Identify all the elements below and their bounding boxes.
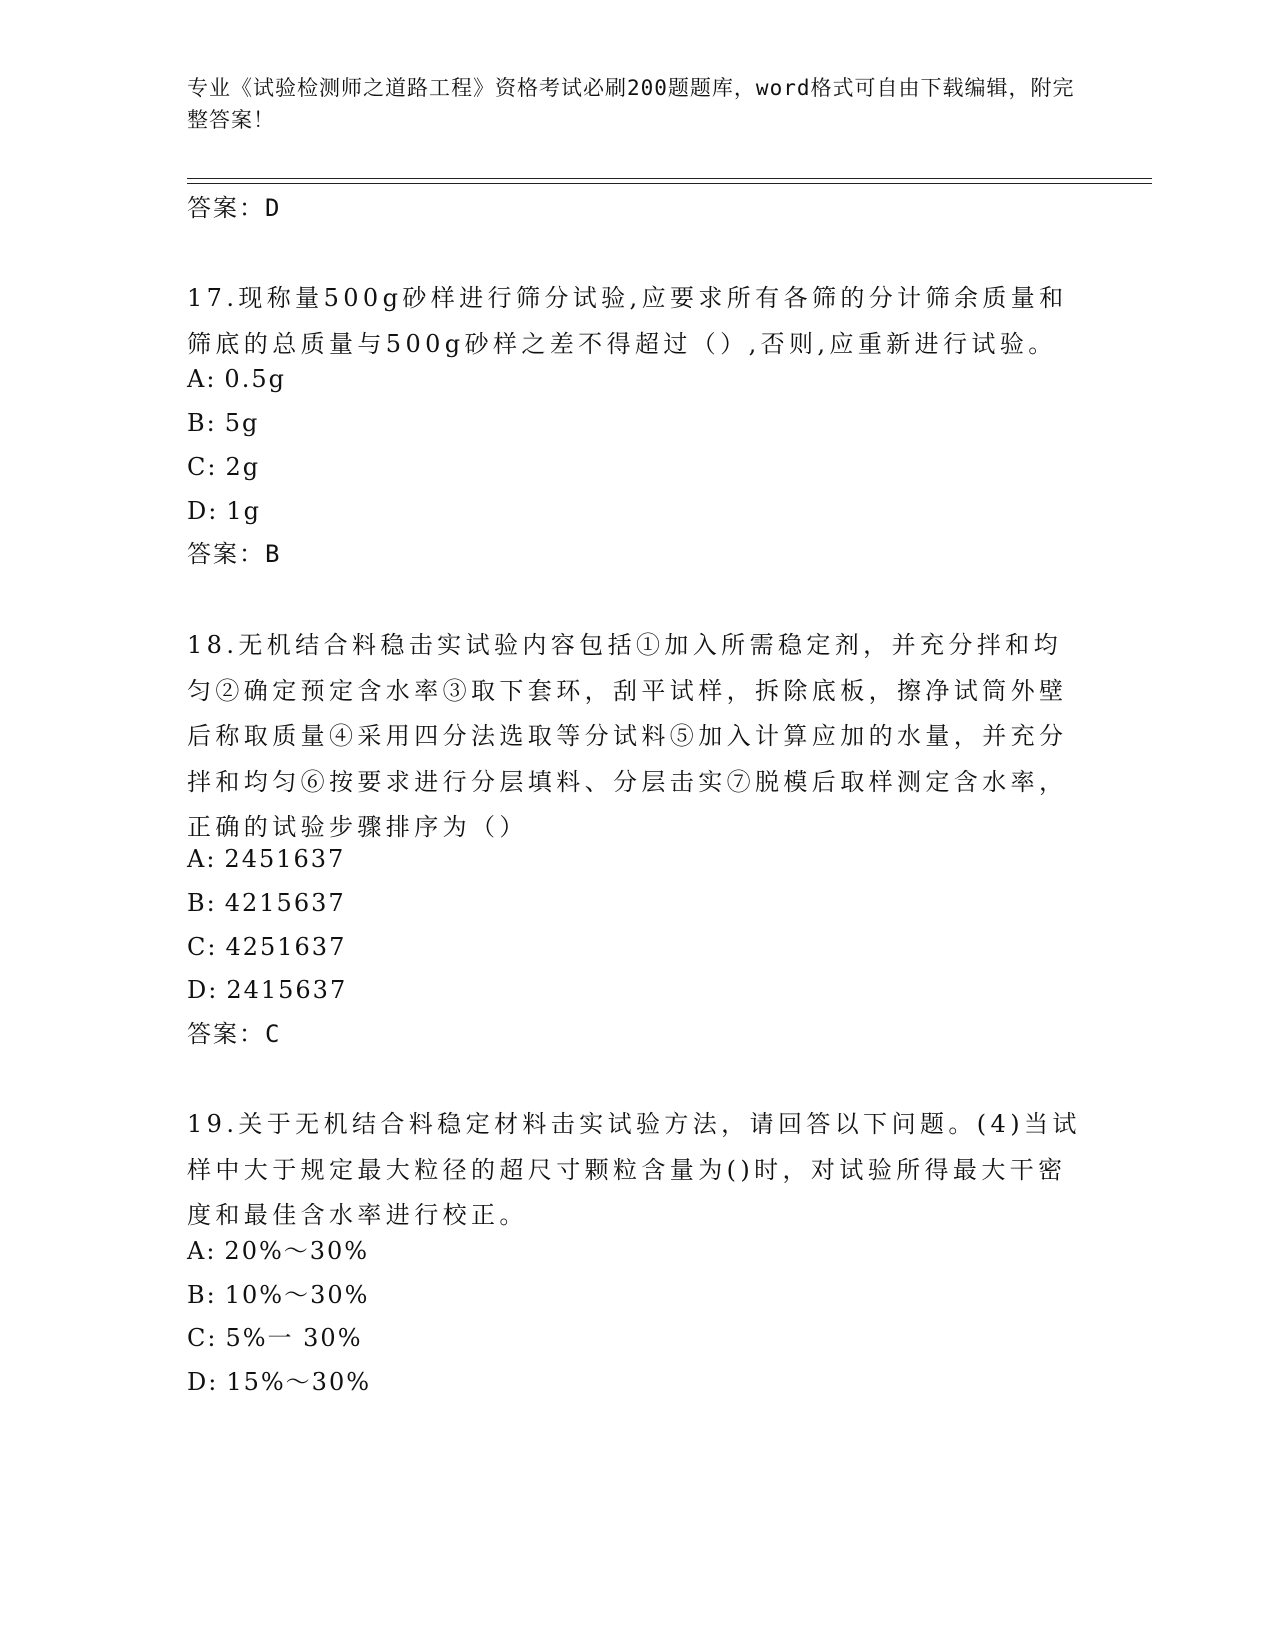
question-19-option-d	[187, 1366, 371, 1398]
question-17-stem: 17.现称量500g砂样进行筛分试验,应要求所有各筛的分计筛余质量和筛底的总质量与500g砂样之差不得超过（）,否则,应重新进行试验。	[187, 284, 1068, 358]
option-key: D:	[187, 976, 219, 1004]
option-value: 10%～30%	[224, 1281, 370, 1309]
option-value: 2415637	[226, 976, 348, 1004]
answer-17: 答案：B	[187, 540, 282, 568]
document-header: 专业《试验检测师之道路工程》资格考试必刷200题题库，word格式可自由下载编辑，附完整答案！	[187, 76, 1075, 132]
question-18-option-d	[187, 974, 347, 1006]
header-divider-bottom	[187, 183, 1152, 184]
question-18-option-c	[187, 931, 346, 963]
answer-16: 答案：D	[187, 194, 282, 222]
option-key: D:	[187, 497, 219, 525]
option-key: B:	[187, 409, 217, 437]
question-17-option-c	[187, 451, 260, 483]
question-19-stem: 19.关于无机结合料稳定材料击实试验方法，请回答以下问题。(4)当试样中大于规定最大粒径的超尺寸颗粒含量为()时，对试验所得最大干密度和最佳含水率进行校正。	[187, 1110, 1081, 1229]
option-value: 15%～30%	[226, 1368, 372, 1396]
option-value: 1g	[226, 497, 261, 525]
option-key: B:	[187, 1281, 217, 1309]
option-key: C:	[187, 933, 218, 961]
question-19-option-c	[187, 1322, 363, 1354]
header-divider-top	[187, 178, 1152, 179]
option-value: 4251637	[225, 933, 347, 961]
question-19-option-a	[187, 1235, 369, 1267]
option-value: 5%一 30%	[225, 1324, 363, 1352]
answer-18: 答案：C	[187, 1020, 282, 1048]
option-key: B:	[187, 889, 217, 917]
option-value: 2g	[225, 453, 261, 481]
question-19-option-b	[187, 1279, 369, 1311]
question-18-option-b	[187, 887, 346, 919]
option-key: A:	[187, 845, 217, 873]
option-key: A:	[187, 365, 217, 393]
question-17-option-a	[187, 363, 286, 395]
question-18-stem: 18.无机结合料稳击实试验内容包括①加入所需稳定剂，并充分拌和均匀②确定预定含水率③取下套环，刮平试样，拆除底板，擦净试筒外壁后称取质量④采用四分法选取等分试料⑤加入计算应加的水量，并充分拌和均匀⑥按要求进行分层填料、分层击实⑦脱模后取样测定含水率，正确的试验步骤排序为（）	[187, 631, 1068, 841]
option-key: C:	[187, 1324, 218, 1352]
option-value: 2451637	[224, 845, 346, 873]
option-value: 20%～30%	[224, 1237, 370, 1265]
option-value: 0.5g	[224, 365, 286, 393]
option-value: 5g	[224, 409, 260, 437]
option-value: 4215637	[224, 889, 346, 917]
option-key: C:	[187, 453, 218, 481]
option-key: A:	[187, 1237, 217, 1265]
option-key: D:	[187, 1368, 219, 1396]
question-18-option-a	[187, 843, 345, 875]
question-17-option-b	[187, 407, 259, 439]
question-17-option-d	[187, 495, 261, 527]
